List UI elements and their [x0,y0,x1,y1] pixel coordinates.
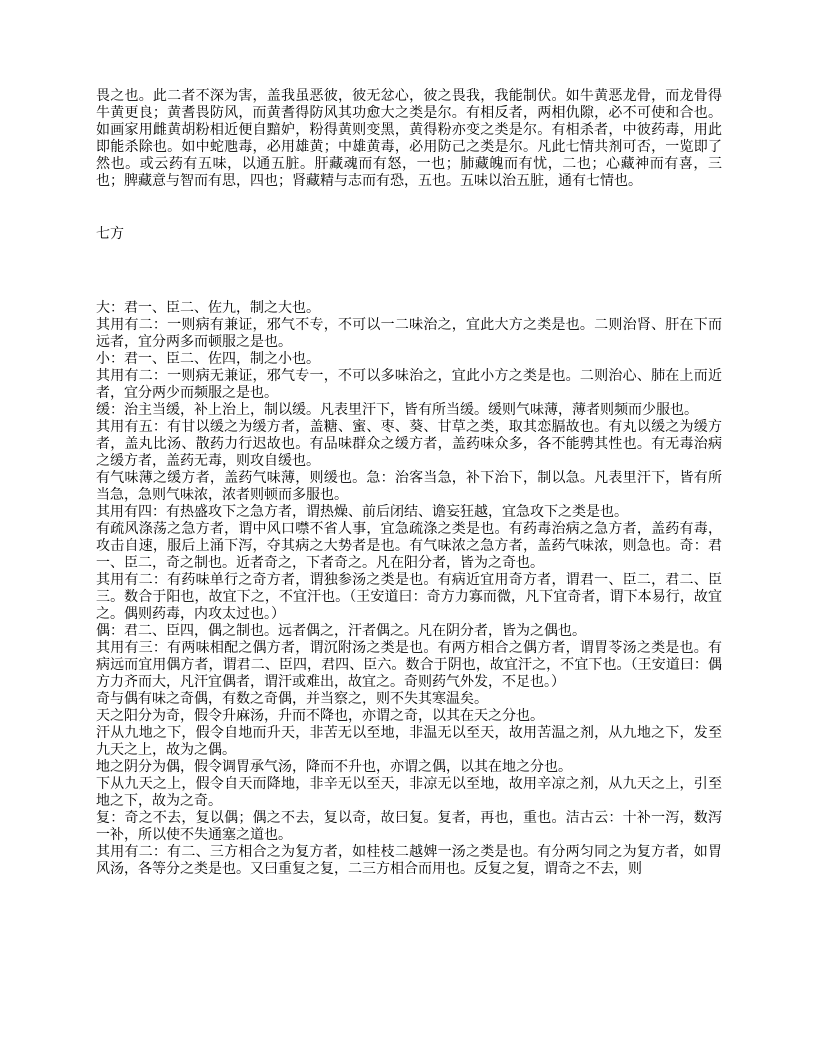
paragraph: 其用有二：有药味单行之奇方者，谓独参汤之类是也。有病近宜用奇方者，谓君一、臣二，君二、臣三。数合于阳也，故宜下之，不宜汗也。（王安道曰：奇方力寡而微，凡下宜奇者，谓下本易行，故宜之。偶则药毒，内攻太过也。） [96,573,722,622]
paragraph: 天之阳分为奇，假令升麻汤，升而不降也，亦谓之奇，以其在天之分也。 [96,709,544,724]
paragraph: 有气味薄之缓方者，盖药气味薄，则缓也。急：治客当急，补下治下，制以急。凡表里汗下，皆有所当急，急则气味浓，浓者则顿而多服也。 [96,471,722,503]
paragraph: 其用有二：有二、三方相合之为复方者，如桂枝二越婢一汤之类是也。有分两匀同之为复方者，如胃风汤，各等分之类是也。又曰重复之复，二三方相合而用也。反复之复，谓奇之不去，则 [96,845,722,877]
paragraph-list [96,300,722,878]
paragraph: 汗从九地之下，假令自地而升天，非苦无以至地，非温无以至天，故用苦温之剂，从九地之下，发至九天之上，故为之偶。 [96,726,722,758]
paragraph: 其用有三：有两味相配之偶方者，谓沉附汤之类是也。有两方相合之偶方者，谓胃苓汤之类是也。有病远而宜用偶方者，谓君二、臣四，君四、臣六。数合于阴也，故宜汗之，不宜下也。（王安道曰：偶方力齐而大，凡汗宜偶者，谓汗或难出，故宜之。奇则药气外发，不足也。） [96,641,722,690]
paragraph: 下从九天之上，假令自天而降地，非辛无以至天，非凉无以至地，故用辛凉之剂，从九天之上，引至地之下，故为之奇。 [96,777,722,809]
paragraph: 其用有四：有热盛攻下之急方者，谓热燥、前后闭结、谵妄狂越，宜急攻下之类是也。 [96,505,628,520]
paragraph: 偶：君二、臣四，偶之制也。远者偶之，汗者偶之。凡在阴分者，皆为之偶也。 [96,624,586,639]
section-heading: 七方 [96,227,124,242]
paragraph: 小：君一、臣二、佐四，制之小也。 [96,352,320,367]
paragraph: 其用有五：有甘以缓之为缓方者，盖糖、蜜、枣、葵、甘草之类，取其恋膈故也。有丸以缓之为缓方者，盖丸比汤、散药力行迟故也。有品味群众之缓方者，盖药味众多，各不能骋其性也。有无毒治病之缓方者，盖药无毒，则攻自缓也。 [96,420,722,469]
paragraph: 有疏风涤荡之急方者，谓中风口噤不省人事，宜急疏涤之类是也。有药毒治病之急方者，盖药有毒，攻击自速，服后上涌下泻，夺其病之大势者是也。有气味浓之急方者，盖药气味浓，则急也。奇：君一、臣二，奇之制也。近者奇之，下者奇之。凡在阳分者，皆为之奇也。 [96,522,722,571]
paragraph: 地之阴分为偶，假令调胃承气汤，降而不升也，亦谓之偶，以其在地之分也。 [96,760,572,775]
paragraph: 其用有二：一则病有兼证，邪气不专，不可以一二味治之，宜此大方之类是也。二则治肾、肝在下而远者，宜分两多而顿服之是也。 [96,318,722,350]
paragraph: 大：君一、臣二、佐九，制之大也。 [96,301,320,316]
paragraph: 奇与偶有味之奇偶，有数之奇偶，并当察之，则不失其寒温矣。 [96,692,488,707]
paragraph: 复：奇之不去，复以偶；偶之不去，复以奇，故曰复。复者，再也，重也。洁古云：十补一泻，数泻一补，所以使不失通塞之道也。 [96,811,722,843]
intro-paragraph: 畏之也。此二者不深为害，盖我虽恶彼，彼无忿心，彼之畏我，我能制伏。如牛黄恶龙骨，而龙骨得牛黄更良；黄耆畏防风，而黄耆得防风其功愈大之类是尔。有相反者，两相仇隙，必不可使和合也。如画家用雌黄胡粉相近便自黯妒，粉得黄则变黑，黄得粉亦变之类是尔。有相杀者，中彼药毒，用此即能杀除也。如中蛇虺毒，必用雄黄；中雄黄毒，必用防己之类是尔。凡此七情共剂可否，一览即了然也。或云药有五味，以通五脏。肝藏魂而有怒，一也；肺藏魄而有忧，二也；心藏神而有喜，三也；脾藏意与智而有思，四也；肾藏精与志而有恐，五也。五味以治五脏，通有七情也。 [96,89,722,189]
paragraph: 其用有二：一则病无兼证，邪气专一，不可以多味治之，宜此小方之类是也。二则治心、肺在上而近者，宜分两少而频服之是也。 [96,369,722,401]
paragraph: 缓：治主当缓，补上治上，制以缓。凡表里汗下，皆有所当缓。缓则气味薄，薄者则频而少服也。 [96,403,698,418]
